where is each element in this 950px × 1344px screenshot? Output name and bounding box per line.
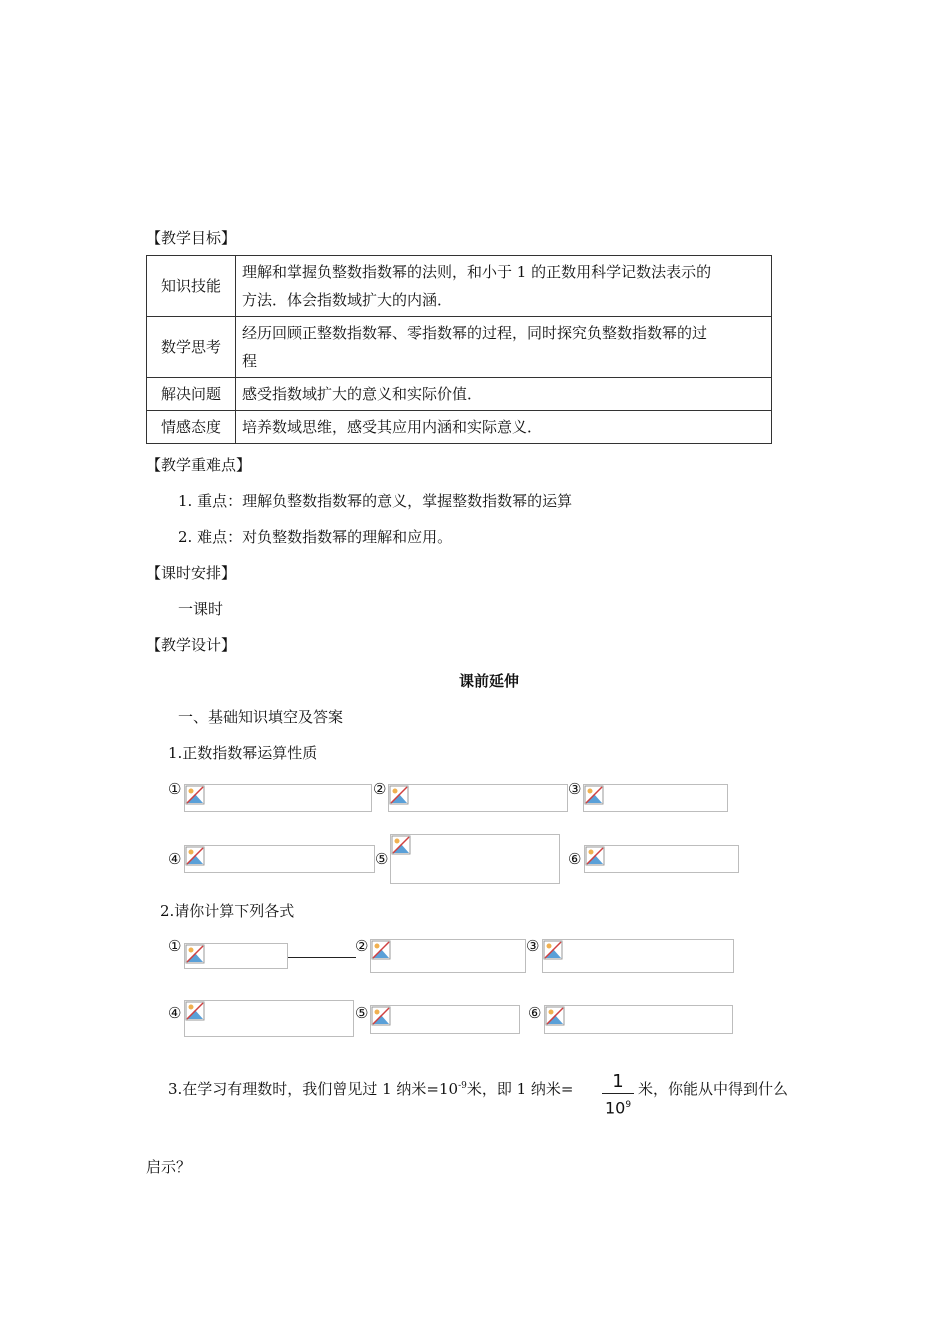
q1-answer-field-1[interactable] [184,784,372,812]
fraction-den-exp: 9 [625,1100,632,1110]
marker-6: ⑥ [528,1004,542,1022]
table-row [147,378,772,411]
marker-5: ⑤ [355,1004,369,1022]
goal-value [236,317,772,378]
broken-image-icon [185,846,205,866]
answer-underline [288,957,356,958]
q3-text-after: 米，你能从中得到什么 [638,1080,789,1098]
goal-value: 感受指数域扩大的意义和实际价值． [236,378,772,411]
broken-image-icon [391,835,411,855]
marker-1: ① [168,937,182,955]
q1-answer-field-5[interactable] [390,834,560,884]
goal-key: 解决问题 [147,378,236,411]
table-row [147,256,772,317]
broken-image-icon [585,846,605,866]
goals-table [146,255,772,444]
broken-image-icon [389,785,409,805]
q3-text-mid: 米，即 1 纳米= [466,1080,574,1098]
goal-key: 情感态度 [147,411,236,444]
q3-exponent: -9 [458,1081,467,1091]
goal-key: 数学思考 [147,317,236,378]
marker-1: ① [168,780,182,798]
q1-answer-field-4[interactable] [184,845,375,873]
q1-title: 1.正数指数幂运算性质 [168,744,318,762]
schedule-heading: 【课时安排】 [146,564,237,582]
design-heading: 【教学设计】 [146,636,237,654]
broken-image-icon [185,1001,205,1021]
goal-value [236,256,772,317]
q3-text [168,1078,574,1099]
q2-answer-field-4[interactable] [184,1000,354,1037]
schedule-text: 一课时 [178,600,224,618]
marker-3: ③ [568,780,582,798]
fraction-denominator [602,1093,634,1119]
marker-5: ⑤ [375,850,389,868]
marker-6: ⑥ [568,850,582,868]
fraction-den-base: 10 [604,1098,626,1118]
marker-4: ④ [168,1004,182,1022]
q2-answer-field-2[interactable] [370,939,526,973]
goal-key: 知识技能 [147,256,236,317]
q2-answer-field-6[interactable] [544,1005,733,1034]
broken-image-icon [185,785,205,805]
keypoint-item: 2. 难点：对负整数指数幂的理解和应用。 [178,528,453,546]
broken-image-icon [543,940,563,960]
goal-line: 经历回顾正整数指数幂、零指数幂的过程，同时探究负整数指数幂的过 [242,324,708,342]
fraction [602,1071,634,1119]
marker-2: ② [373,780,387,798]
part1-title: 一、基础知识填空及答案 [178,708,344,726]
goal-line: 理解和掌握负整数指数幂的法则，和小于 1 的正数用科学记数法表示的 [242,263,712,281]
goal-line: 程 [242,352,258,370]
broken-image-icon [584,785,604,805]
q2-answer-field-1[interactable] [184,943,288,969]
fraction-numerator: 1 [612,1071,624,1092]
broken-image-icon [545,1006,565,1026]
q1-answer-field-2[interactable] [388,784,568,812]
marker-2: ② [355,937,369,955]
marker-4: ④ [168,850,182,868]
marker-3: ③ [526,937,540,955]
broken-image-icon [371,1006,391,1026]
q2-answer-field-3[interactable] [542,939,734,973]
goal-line: 方法．体会指数域扩大的内涵． [242,291,453,309]
q3-continuation: 启示？ [146,1158,192,1176]
broken-image-icon [185,944,205,964]
goals-heading: 【教学目标】 [146,229,237,247]
table-row [147,411,772,444]
q2-answer-field-5[interactable] [370,1005,520,1034]
keypoint-item: 1. 重点：理解负整数指数幂的意义，掌握整数指数幂的运算 [178,492,573,510]
q1-answer-field-3[interactable] [583,784,728,812]
q3-text-before: 3.在学习有理数时，我们曾见过 1 纳米=10 [168,1080,459,1098]
q1-answer-field-6[interactable] [584,845,739,873]
q2-title: 2.请你计算下列各式 [160,902,295,920]
keypoints-heading: 【教学重难点】 [146,456,252,474]
pre-class-title: 课前延伸 [459,672,520,690]
table-row [147,317,772,378]
broken-image-icon [371,940,391,960]
goal-value: 培养数域思维，感受其应用内涵和实际意义． [236,411,772,444]
